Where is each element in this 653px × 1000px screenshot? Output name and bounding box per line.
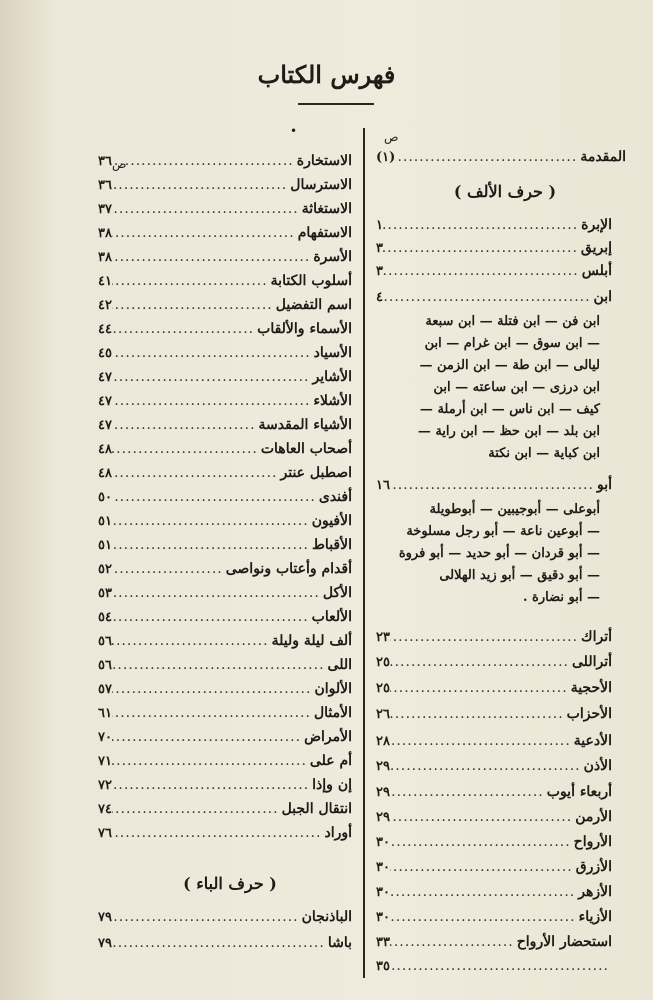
leader-dots [390,781,547,803]
entry-label: ابن [593,289,612,305]
toc-entry [376,906,612,928]
entry-page: ٥٦ [98,634,112,649]
entry-page: ٣ [376,241,383,256]
toc-entry [98,510,352,532]
toc-entry [376,955,612,977]
sub-entry-line: — أبو نضارة . [523,590,600,605]
toc-entry [98,798,352,820]
toc-entry [98,462,352,484]
toc-entry [98,438,352,460]
entry-label: الأشياء المقدسة [258,417,352,433]
leader-dots [112,822,324,844]
entry-page: ٧٦ [98,826,112,841]
leader-dots [112,390,313,412]
leader-dots [390,730,574,752]
leader-dots [383,286,594,308]
leader-dots [112,174,290,196]
entry-page: ٥٧ [98,682,112,697]
toc-entry [98,318,352,340]
leader-dots [383,260,582,282]
leader-dots [112,582,323,604]
toc-entry [98,390,352,412]
leader-dots [112,342,314,364]
leader-dots [395,146,580,168]
entry-page: ٥١ [98,514,112,529]
toc-entry [376,806,612,828]
entry-label: الأسياد [313,345,352,361]
left-page-header: ص [112,157,127,171]
leader-dots [390,474,597,496]
sub-entry-line: — ابن سوق — ابن غرام — ابن [424,336,600,351]
leader-dots [112,932,328,954]
entry-page: ٣٠ [376,910,390,925]
leader-dots [390,831,574,853]
entry-page: ٧٩ [98,910,112,925]
leader-dots [112,246,313,268]
toc-entry-intro [376,146,626,168]
toc-entry [98,582,352,604]
entry-label: الإبرة [581,217,612,233]
entry-page: ٢٩ [376,810,390,825]
entry-label: اللى [327,657,352,673]
toc-entry [98,198,352,220]
sub-entry-line: أبوعلى — أبوجيبين — أبوطويلة [429,502,600,517]
entry-label: أتراللى [572,654,612,670]
entry-label: الأحزاب [566,706,612,722]
toc-entry [376,214,612,236]
leader-dots [112,150,297,172]
toc-entry [98,246,352,268]
entry-page: ٣٨ [98,250,112,265]
leader-dots [112,798,282,820]
toc-entry [376,881,612,903]
entry-page: ٢٩ [376,785,390,800]
entry-label: الأشاير [312,369,352,385]
section-heading-ba: ( حرف الباء ) [183,874,277,893]
entry-page: ٣٨ [98,226,112,241]
leader-dots [112,558,226,580]
entry-page: ٥٠ [98,490,112,505]
entry-label: الباذنجان [301,909,352,925]
sub-entry-line: ابن بلد — ابن حظ — ابن راية — [417,424,600,439]
entry-label: اصطبل عنتر [280,465,352,481]
entry-page: ٤ [376,290,383,305]
entry-page: ٤٤ [98,322,112,337]
entry-label: الأقباط [311,537,352,553]
entry-label: الأكل [322,585,352,601]
entry-label: أربعاء أيوب [546,784,612,800]
toc-entry [98,932,352,954]
sub-entry-line: ابن درزى — ابن ساعته — ابن [433,380,600,395]
toc-entry [98,270,352,292]
section-heading-alef: ( حرف الألف ) [453,182,557,201]
entry-label: استحضار الأرواح [516,934,612,950]
entry-page: ٧١ [98,754,112,769]
entry-label: الأدعية [573,733,612,749]
entry-page: ٤٨ [98,466,112,481]
entry-page: ١ [376,218,383,233]
entry-page: ٣ [376,264,383,279]
entry-label: الأزياء [578,909,612,925]
toc-entry [98,486,352,508]
toc-entry [376,260,612,282]
leader-dots [390,651,572,673]
sub-entry-line: كيف — ابن ناس — ابن أرملة — [419,402,600,417]
leader-dots [112,222,298,244]
leader-dots [112,702,314,724]
toc-entry [98,678,352,700]
toc-entry [98,774,352,796]
entry-label: اسم التفضيل [275,297,352,313]
sub-entry-line: — أبو دقيق — أبو زيد الهلالى [439,568,600,583]
leader-dots [390,703,567,725]
entry-page: ١٦ [376,478,390,493]
sub-entry-line: — أبوعين ناعة — أبو رجل مسلوخة [406,524,600,539]
leader-dots [390,677,571,699]
toc-entry [98,630,352,652]
toc-entry [98,606,352,628]
sub-entry-line: — أبو قردان — أبو حديد — أبو فروة [398,546,600,561]
leader-dots [112,534,312,556]
toc-entry [376,626,612,648]
leader-dots [390,906,579,928]
entry-label: أسلوب الكتابة [270,273,352,289]
entry-page: ٤٢ [98,298,112,313]
page-title: فهرس الكتاب [257,60,396,89]
entry-label: أفندى [318,489,352,505]
entry-page: ٢٦ [376,707,390,722]
toc-entry [98,150,352,172]
toc-entry [376,755,612,777]
leader-dots [390,626,581,648]
entry-label: أقدام وأعتاب ونواصى [225,561,352,577]
entry-page: ٤٨ [98,442,112,457]
sub-entry-line: ابن فن — ابن فتلة — ابن سبعة [425,314,600,329]
toc-entry [98,558,352,580]
entry-label: الاستفهام [297,225,352,241]
left-column-dot: • [290,124,298,138]
entry-page: ٢٥ [376,655,390,670]
leader-dots [390,931,517,953]
leader-dots [112,654,328,676]
toc-entry [98,822,352,844]
entry-label: الأفيون [311,513,352,529]
entry-label: الاستغاثة [301,201,352,217]
toc-entry [98,294,352,316]
leader-dots [383,237,581,259]
toc-entry [98,366,352,388]
entry-page: ٧٠ [98,730,112,745]
leader-dots [112,198,302,220]
leader-dots [112,438,261,460]
entry-page: ٣٧ [98,202,112,217]
entry-page: ٤١ [98,274,112,289]
entry-label: أتراك [581,629,612,645]
toc-entry [98,534,352,556]
leader-dots [390,755,584,777]
entry-label: الأسماء والألقاب [257,321,352,337]
entry-page: ٧٩ [98,936,112,951]
leader-dots [383,214,581,236]
leader-dots [390,806,575,828]
toc-entry [98,702,352,724]
toc-entry [98,174,352,196]
leader-dots [112,510,312,532]
leader-dots [390,881,578,903]
entry-page: ٥١ [98,538,112,553]
entry-label: إبريق [580,240,612,256]
toc-entry [376,831,612,853]
toc-entry [376,677,612,699]
toc-entry [98,342,352,364]
entry-label: الأشلاء [313,393,352,409]
entry-label: الأسرة [313,249,352,265]
leader-dots [112,678,314,700]
leader-dots [112,750,310,772]
entry-label: إن وإذا [312,777,352,793]
leader-dots [390,955,612,977]
toc-entry [376,651,612,673]
entry-page: ٧٤ [98,802,112,817]
entry-page: ٣٦ [98,154,112,169]
column-divider [363,128,365,978]
toc-entry [376,730,612,752]
leader-dots [112,318,257,340]
entry-label: الأمراض [304,729,352,745]
entry-label: الأحجية [570,680,612,696]
entry-page: ٤٥ [98,346,112,361]
entry-label: الأمثال [313,705,352,721]
toc-entry [376,781,612,803]
entry-label: الأرواح [573,834,612,850]
leader-dots [112,270,271,292]
toc-entry [376,703,612,725]
leader-dots [112,414,259,436]
leader-dots [112,726,304,748]
entry-label: أم على [309,753,352,769]
entry-page: ٥٤ [98,610,112,625]
entry-page: ٤٧ [98,418,112,433]
entry-label: أبلس [581,263,612,279]
entry-page: ٣٥ [376,959,390,974]
entry-label: الأزرق [575,859,612,875]
entry-page: ٢٨ [376,734,390,749]
entry-label: الأذن [583,758,612,774]
leader-dots [112,462,281,484]
leader-dots [112,906,302,928]
toc-entry [376,931,612,953]
entry-page: ٣٠ [376,885,390,900]
entry-label: أوراد [324,825,352,841]
entry-label: الألعاب [311,609,352,625]
right-page-header: ص [384,130,399,144]
toc-entry-abu [376,474,612,496]
toc-entry [98,750,352,772]
entry-page: ٦١ [98,706,112,721]
toc-entry [98,414,352,436]
entry-page: ٢٩ [376,759,390,774]
entry-page: ٤٧ [98,394,112,409]
toc-entry [376,856,612,878]
toc-entry [376,286,612,308]
entry-label: ألف ليلة وليلة [271,633,352,649]
leader-dots [112,630,272,652]
entry-label: أصحاب العاهات [260,441,352,457]
entry-label: الاسترسال [290,177,352,193]
entry-label: باشا [327,935,352,951]
leader-dots [390,856,576,878]
leader-dots [112,774,312,796]
toc-entry [98,726,352,748]
title-underline [298,103,374,105]
entry-page: ٧٢ [98,778,112,793]
entry-label: الاستخارة [296,153,352,169]
leader-dots [112,486,319,508]
sub-entry-line: ليالى — ابن طة — ابن الزمن — [419,358,600,373]
entry-page: ٥٦ [98,658,112,673]
entry-page: ٥٣ [98,586,112,601]
leader-dots [112,294,276,316]
entry-page: ٣٠ [376,860,390,875]
sub-entry-line: ابن كباية — ابن نكتة [488,446,600,461]
entry-label: الألوان [314,681,352,697]
entry-label: المقدمة [580,149,626,165]
toc-entry [98,222,352,244]
entry-label: انتقال الجبل [281,801,352,817]
toc-entry [98,906,352,928]
toc-entry [98,654,352,676]
entry-page: (١) [376,150,396,165]
entry-page: ٢٣ [376,630,390,645]
entry-page: ٤٧ [98,370,112,385]
entry-page: ٣٦ [98,178,112,193]
entry-label: الأرمن [575,809,612,825]
leader-dots [112,366,313,388]
entry-page: ٢٥ [376,681,390,696]
entry-page: ٣٣ [376,935,390,950]
entry-label: أبو [596,477,612,493]
entry-page: ٥٢ [98,562,112,577]
entry-page: ٣٠ [376,835,390,850]
entry-label: الأزهر [578,884,612,900]
toc-entry [376,237,612,259]
leader-dots [112,606,312,628]
